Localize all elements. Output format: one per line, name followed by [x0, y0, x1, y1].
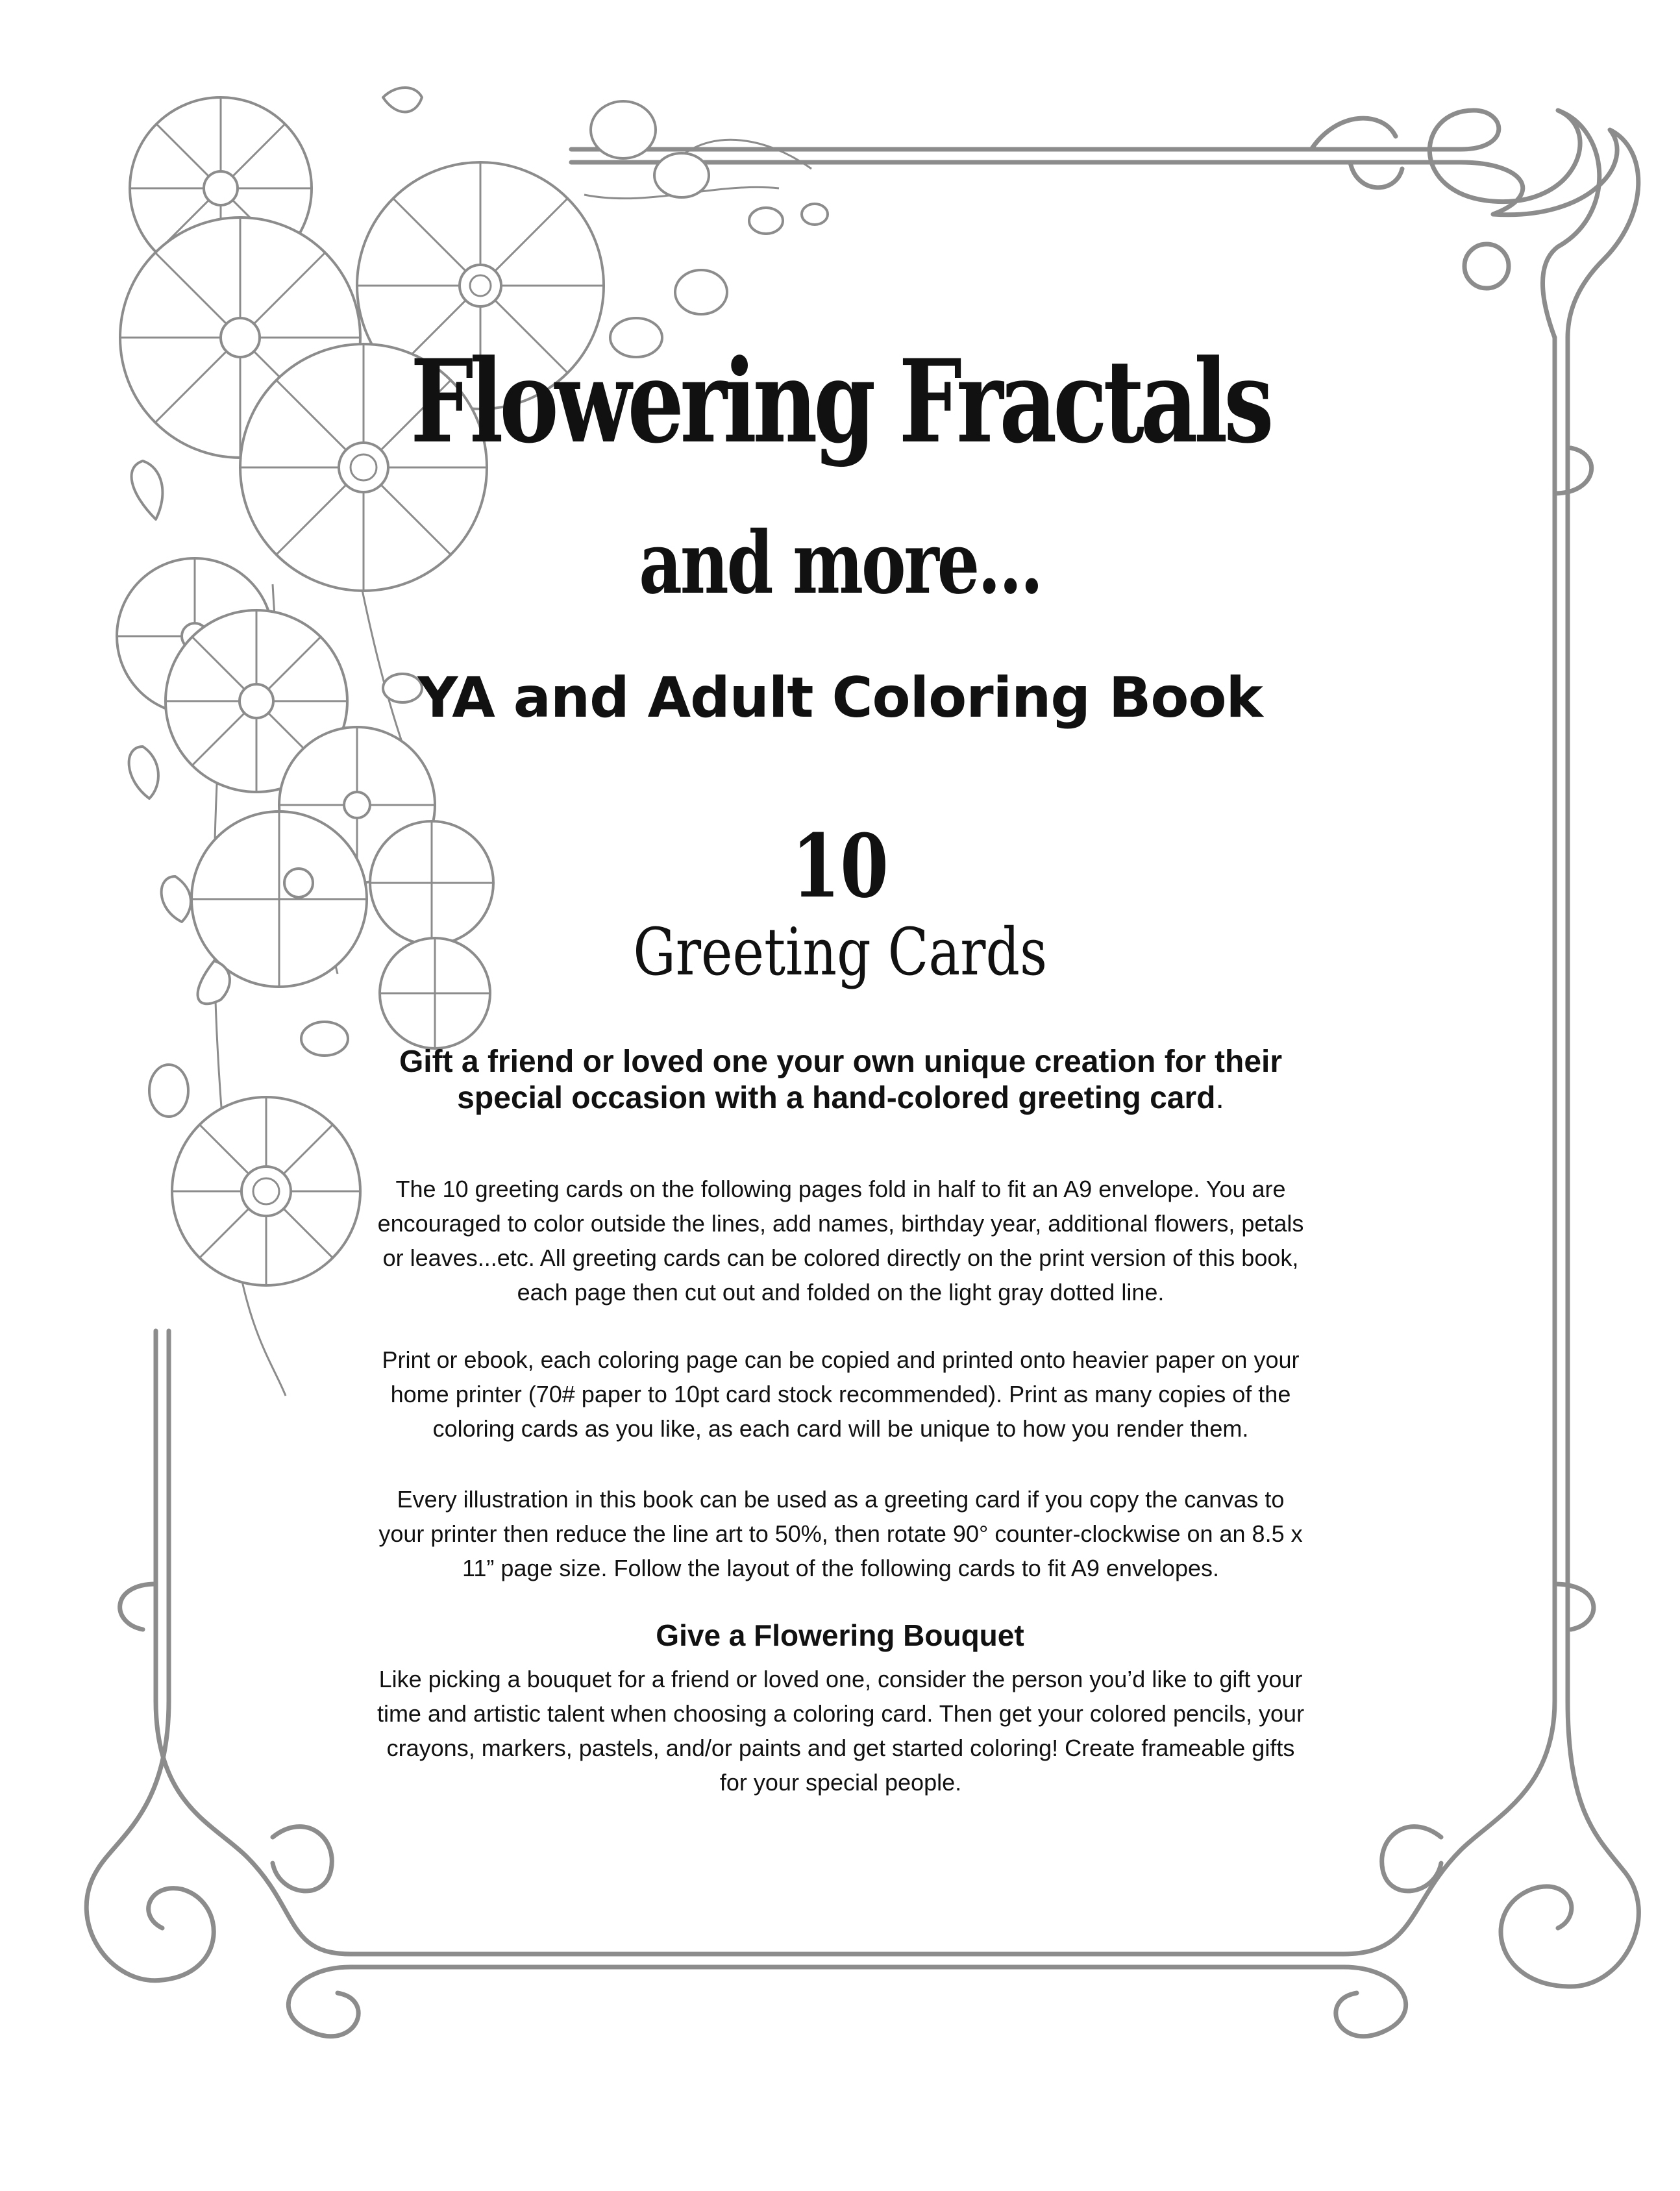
book-subtitle: and more... [639, 513, 1042, 613]
lead-period: . [1215, 1081, 1224, 1115]
paragraph-printing: Print or ebook, each coloring page can be copied and printed onto heavier paper on your home printer (70# paper to 10pt card stock recommended). Print as many copies of the coloring cards as you like, as each card will be unique to how you render them. [382, 1346, 1300, 1442]
section-body: Like picking a bouquet for a friend or loved one, consider the person you’d like to gift your time and artistic talent when choosing a coloring card. Then get your colored pencils, your crayons, markers, pastels, and/or paints and get started coloring! Create frameable gifts for your special people. [377, 1666, 1305, 1796]
flower-large-11 [172, 1097, 360, 1285]
lead-text: Gift a friend or loved one your own unique creation for their special occasion with a hand-colored greeting card [399, 1045, 1283, 1115]
book-type: YA and Adult Coloring Book [417, 665, 1263, 730]
section-heading: Give a Flowering Bouquet [656, 1618, 1024, 1652]
paragraph-fold-instructions: The 10 greeting cards on the following pages fold in half to fit an A9 envelope. You are encouraged to color outside the lines, add names, birthday year, additional flowers, petals or leaves...etc. All greeting cards can be colored directly on the print version of this book, each page then cut out and folded on the light gray dotted line. [377, 1176, 1304, 1306]
cards-label: Greeting Cards [633, 914, 1048, 990]
lead-statement [389, 1044, 1292, 1117]
paragraph-any-illustration: Every illustration in this book can be used as a greeting card if you copy the canvas to your printer then reduce the line art to 50%, then rotate 90° counter-clockwise on an 8.5 x 11” page size. Follow the layout of the following cards to fit A9 envelopes. [378, 1486, 1303, 1581]
book-title: Flowering Fractals [410, 334, 1270, 469]
card-count: 10 [791, 815, 889, 917]
